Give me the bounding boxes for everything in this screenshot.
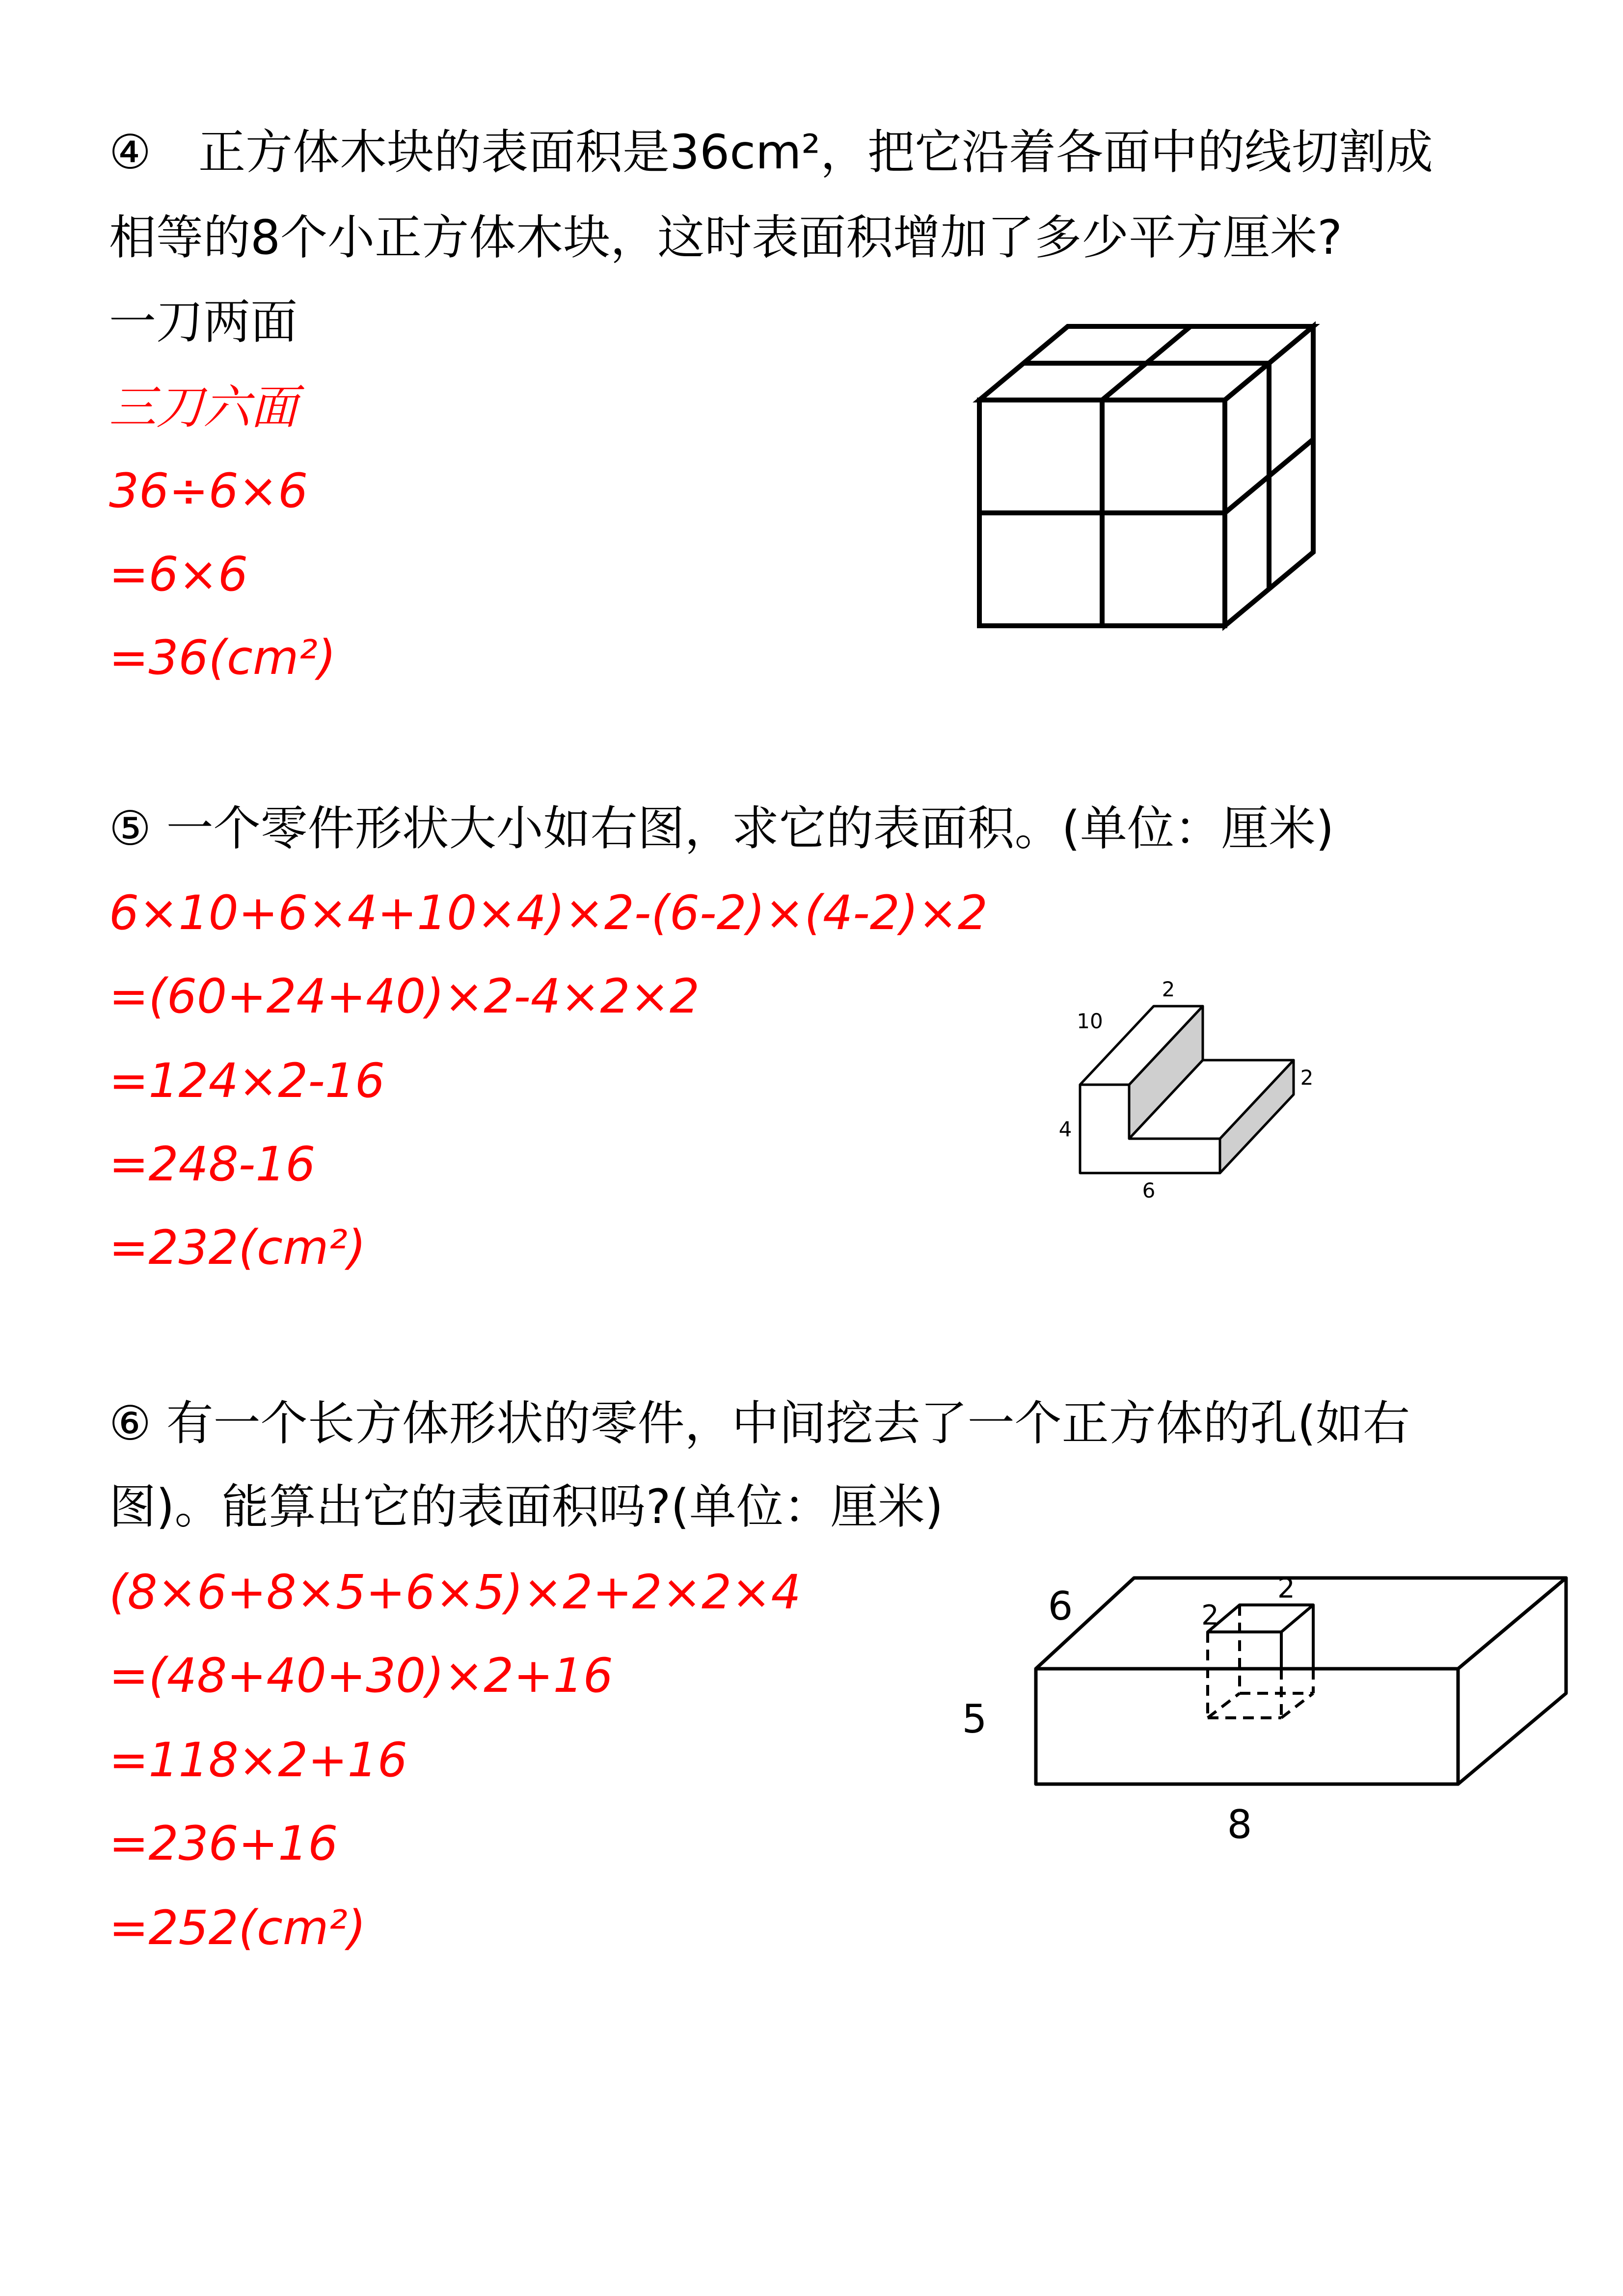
cuboid-with-hole-figure	[943, 1561, 1581, 1855]
label-hole-a: 2	[1201, 1600, 1219, 1631]
problem4-solution-line3: =6×6	[109, 547, 248, 602]
problem4-text-line1: ④ 正方体木块的表面积是36cm²，把它沿着各面中的线切割成	[109, 125, 1433, 180]
problem4-text-line2: 相等的8个小正方体木块，这时表面积增加了多少平方厘米?	[109, 210, 1343, 265]
cuboid-front-face	[1036, 1669, 1458, 1784]
label-depth: 6	[1048, 1583, 1073, 1629]
problem5-solution-line3: =124×2-16	[109, 1053, 385, 1108]
part-l-shape-figure	[1055, 972, 1330, 1212]
hole-cube-top	[1208, 1605, 1313, 1632]
label-height: 4	[1058, 1117, 1072, 1141]
problem4-solution-line1: 三刀六面	[109, 380, 298, 435]
problem6-text-line1: ⑥ 有一个长方体形状的零件，中间挖去了一个正方体的孔(如右	[109, 1396, 1410, 1451]
problem6-solution-line2: =(48+40+30)×2+16	[109, 1648, 613, 1703]
hole-hidden-edge-8	[1281, 1693, 1313, 1718]
hole-hidden-edge-7	[1208, 1693, 1240, 1718]
problem6-solution-line3: =118×2+16	[109, 1733, 407, 1788]
label-height: 5	[962, 1696, 987, 1742]
label-length: 8	[1227, 1802, 1252, 1847]
problem5-solution-line2: =(60+24+40)×2-4×2×2	[109, 969, 700, 1024]
problem4-solution-line4: =36(cm²)	[109, 630, 336, 685]
problem4-hint: 一刀两面	[109, 294, 298, 349]
cuboid-right-face	[1458, 1578, 1566, 1784]
label-hole-b: 2	[1277, 1573, 1295, 1604]
problem5-solution-line1: 6×10+6×4+10×4)×2-(6-2)×(4-2)×2	[109, 885, 988, 940]
problem6-solution-line1: (8×6+8×5+6×5)×2+2×2×4	[109, 1565, 801, 1620]
problem5-solution-line4: =248-16	[109, 1137, 316, 1192]
label-bottom: 6	[1142, 1178, 1156, 1202]
problem6-solution-line4: =236+16	[109, 1816, 338, 1871]
problem5-solution-line5: =232(cm²)	[109, 1220, 366, 1275]
problem6-solution-line5: =252(cm²)	[109, 1900, 366, 1955]
problem5-text-line1: ⑤ 一个零件形状大小如右图，求它的表面积。(单位：厘米)	[109, 801, 1334, 856]
problem6-text-line2: 图)。能算出它的表面积吗?(单位：厘米)	[109, 1479, 944, 1534]
cuboid-top-face	[1036, 1578, 1566, 1669]
label-top: 2	[1162, 977, 1175, 1001]
label-depth: 10	[1077, 1009, 1103, 1033]
label-right: 2	[1300, 1066, 1314, 1090]
cube-cut-figure	[972, 319, 1325, 638]
problem4-solution-line2: 36÷6×6	[109, 463, 308, 518]
